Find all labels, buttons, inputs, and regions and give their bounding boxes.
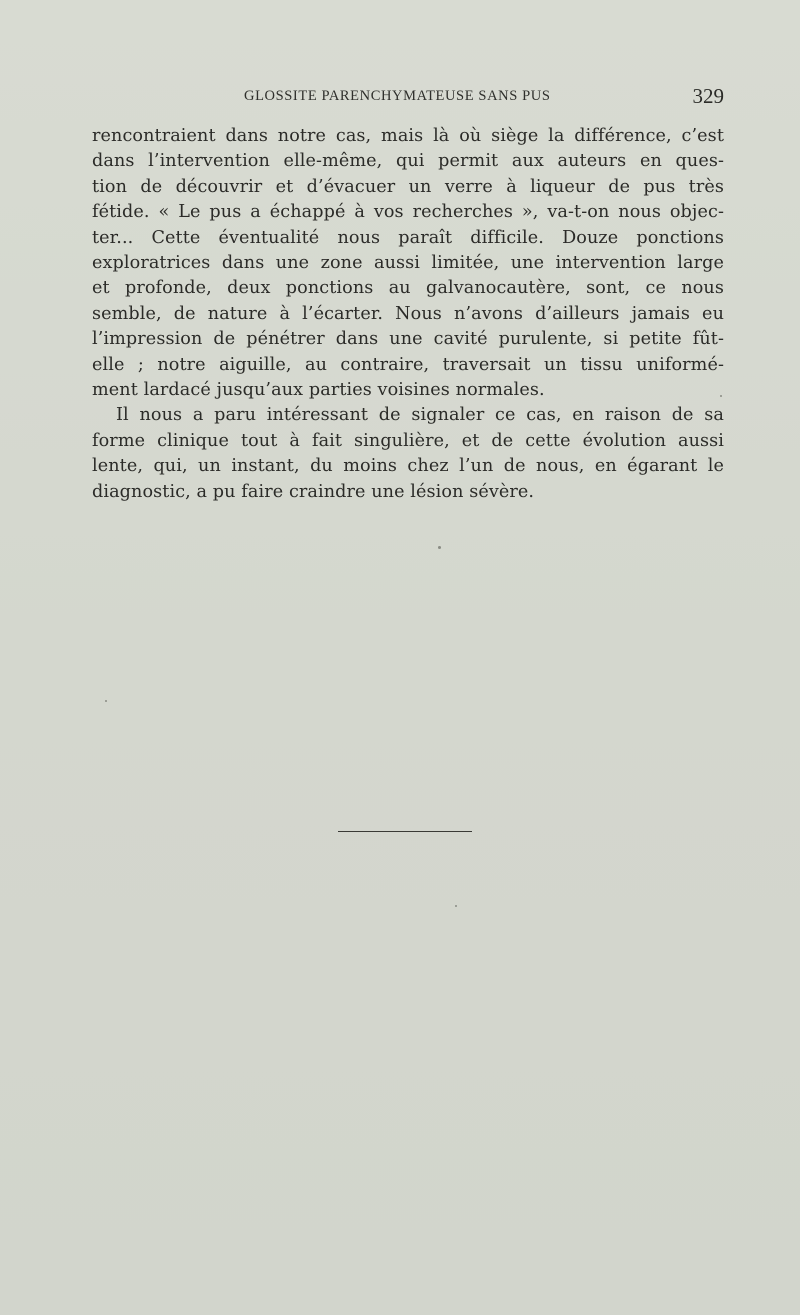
text-line: fétide. « Le pus a échappé à vos recherches », va-t-on nous objec-: [92, 202, 724, 223]
end-rule: [338, 831, 472, 832]
paper-speck: [455, 905, 457, 907]
text-line: dans l’intervention elle-même, qui permit aux auteurs en ques-: [92, 151, 724, 172]
text-line: semble, de nature à l’écarter. Nous n’avons d’ailleurs jamais eu: [92, 303, 724, 324]
text-line-paragraph-start: Il nous a paru intéressant de signaler ce cas, en raison de sa: [116, 405, 724, 426]
text-line: exploratrices dans une zone aussi limitée, une intervention large: [92, 253, 724, 274]
paper-speck: [720, 395, 722, 397]
text-line: lente, qui, un instant, du moins chez l’un de nous, en égarant le: [92, 456, 724, 477]
text-line: elle ; notre aiguille, au contraire, traversait un tissu uniformé-: [92, 354, 724, 375]
body-text: [92, 124, 724, 505]
text-line-paragraph-end: ment lardacé jusqu’aux parties voisines normales.: [92, 380, 545, 401]
text-line-paragraph-end: diagnostic, a pu faire craindre une lésion sévère.: [92, 481, 535, 502]
text-line: et profonde, deux ponctions au galvanocautère, sont, ce nous: [92, 278, 724, 299]
text-line: l’impression de pénétrer dans une cavité purulente, si petite fût-: [92, 329, 724, 350]
paper-speck: [438, 546, 441, 549]
page-number: 329: [692, 84, 724, 108]
text-line: tion de découvrir et d’évacuer un verre à liqueur de pus très: [92, 176, 724, 197]
running-title: GLOSSITE PARENCHYMATEUSE SANS PUS: [244, 88, 551, 104]
text-line: ter... Cette éventualité nous paraît difficile. Douze ponctions: [92, 227, 724, 248]
paper-speck: [105, 700, 107, 702]
text-line: rencontraient dans notre cas, mais là où siège la différence, c’est: [92, 126, 724, 146]
running-head: [92, 86, 724, 110]
text-line: forme clinique tout à fait singulière, et de cette évolution aussi: [92, 430, 724, 451]
